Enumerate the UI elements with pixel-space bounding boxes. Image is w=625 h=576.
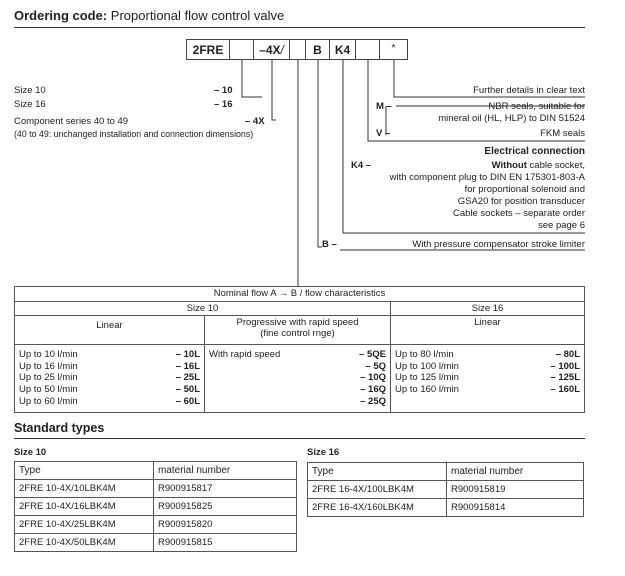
size16-code: – 16 (214, 99, 233, 110)
code-box-prefix: 2FRE (186, 39, 230, 60)
table-row: 2FRE 10-4X/50LBK4M R900915815 (15, 534, 297, 552)
electrical-title: Electrical connection (484, 146, 585, 157)
size10-code: – 10 (214, 85, 233, 96)
electrical-line2: with component plug to DIN EN 175301-803-A (389, 172, 585, 183)
list-item: Up to 100 l/min – 100L (395, 360, 580, 372)
without-line: Without cable socket, (491, 160, 585, 171)
m-line1: NBR seals, suitable for (488, 101, 585, 112)
electrical-line4: GSA20 for position transducer (457, 196, 585, 207)
table-row: 2FRE 16-4X/160LBK4M R900915814 (308, 499, 584, 517)
col-type: Type (308, 463, 447, 481)
list-item: Up to 10 l/min – 10L (19, 349, 200, 360)
table-row: 2FRE 16-4X/100LBK4M R900915819 (308, 481, 584, 499)
table-row: 2FRE 10-4X/25LBK4M R900915820 (15, 516, 297, 534)
code-box-k4: K4 (330, 39, 356, 60)
progressive-header: Progressive with rapid speed (fine control rnge) (205, 316, 391, 345)
nominal-flow-table (14, 286, 585, 413)
k4-code: K4 – (351, 160, 372, 171)
component-code: – 4X (245, 116, 265, 127)
col-type: Type (15, 462, 154, 480)
list-item: Up to 25 l/min – 25L (19, 372, 200, 384)
standard-title: Standard types (14, 421, 105, 435)
b-code: B – (322, 239, 337, 250)
col-material: material number (154, 462, 297, 480)
list-item: Up to 125 l/min – 125L (395, 372, 580, 384)
v-code: V – (376, 128, 391, 139)
standard-table-size16 (307, 462, 584, 517)
component-label: Component series 40 to 49 (14, 116, 129, 127)
standard-table-size10 (14, 461, 297, 552)
size16-header: Size 16 (391, 302, 585, 316)
col-material: material number (447, 463, 584, 481)
title-rest: Proportional flow control valve (107, 8, 285, 23)
list-item: – 10Q (360, 372, 386, 384)
table-row: 2FRE 10-4X/10LBK4M R900915817 (15, 480, 297, 498)
table-row: 2FRE 10-4X/16LBK4M R900915825 (15, 498, 297, 516)
list-item: Up to 60 l/min – 60L (19, 395, 200, 407)
series-code: –4X (259, 42, 281, 57)
m-line2: mineral oil (HL, HLP) to DIN 51524 (438, 113, 585, 124)
electrical-line3: for proportional solenoid and (464, 184, 585, 195)
title-bold: Ordering code: (14, 8, 108, 23)
list-item: With rapid speed – 5QE (209, 349, 386, 360)
electrical-line6: see page 6 (537, 220, 585, 231)
compensator-text: With pressure compensator stroke limiter (412, 239, 585, 250)
component-note: (40 to 49: unchanged installation and connection dimensions) (14, 129, 254, 139)
further-details: Further details in clear text (473, 85, 585, 96)
progressive-cell (205, 345, 391, 413)
electrical-line5: Cable sockets – separate order (452, 208, 585, 219)
v-line: FKM seals (540, 128, 585, 139)
list-item: – 25Q (360, 395, 386, 407)
linear10-cell (15, 345, 205, 413)
linear16-header: Linear (391, 316, 585, 345)
linear16-cell (391, 345, 585, 413)
list-item: Up to 16 l/min – 16L (19, 360, 200, 372)
code-box-star: * (380, 39, 408, 60)
list-item: – 16Q (360, 384, 386, 396)
series-slash: / (280, 42, 284, 57)
std-size16-title: Size 16 (307, 447, 340, 458)
list-item: Up to 80 l/min – 80L (395, 349, 580, 360)
linear10-header: Linear (15, 316, 205, 345)
std-size10-title: Size 10 (14, 447, 47, 458)
nominal-title: Nominal flow A → B / flow characteristics (15, 287, 585, 302)
list-item: Up to 50 l/min – 50L (19, 384, 200, 396)
code-box-b: B (306, 39, 330, 60)
size10-label: Size 10 (14, 85, 46, 96)
list-item: Up to 160 l/min – 160L (395, 384, 580, 396)
size16-label: Size 16 (14, 99, 46, 110)
size10-header: Size 10 (15, 302, 391, 316)
list-item: – 5Q (365, 360, 386, 372)
m-code: M – (376, 101, 392, 112)
standard-divider (14, 438, 585, 439)
